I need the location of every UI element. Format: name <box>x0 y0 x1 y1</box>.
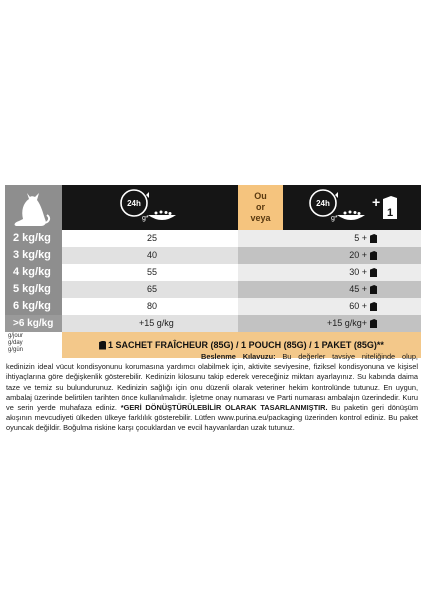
pouch-icon <box>370 251 377 260</box>
pouch-count: 1 <box>387 207 394 219</box>
sachet-text: 1 SACHET FRAÎCHEUR (85G) / 1 POUCH (85G) / 1 PAKET (85G)** <box>108 340 384 350</box>
dry-food-header <box>62 185 238 230</box>
recycle-body: Bu paketin geri dönüşüm akışının mevcudiyeti ülkeden ülkeye farklılık gösterebilir. Lütfen www.purina.eu/packaging üzerinden kontrol ediniz. Bu paket oyuncak değildir. Boğulma riskine karşı çocuklardan ve evcil hayvanlardan uzak tutunuz. <box>6 403 418 433</box>
wet-amount: +15 g/kg+ <box>326 318 367 328</box>
weight-cell: >6 kg/kg <box>5 315 62 332</box>
wet-amount: 60 + <box>349 301 367 311</box>
svg-text:24h: 24h <box>316 199 330 208</box>
recycle-note: *GERİ DÖNÜŞTÜRÜLEBİLİR OLARAK TASARLANMIŞTIR. <box>120 403 328 413</box>
wet-amount: 45 + <box>349 284 367 294</box>
dry-amount: 25 <box>147 233 158 243</box>
guide-title: Beslenme Kılavuzu: <box>201 352 276 361</box>
guide-body: Bu değerler tavsiye niteliğinde olup, kedinizin ideal vücut kondisyonunu korumasına yardımcı olabilmek için, aktivite seviyesine, fiziksel kondisyonuna ve kişisel ihtiyaçlarına göre değişkenlik gösterebilir. Kedinizin kilosunu takip ederek vereceğiniz miktarı ayarlayınız. Su kabında daima taze ve temiz su bulundurunuz. Kedinizin sağlığı için onu düzenli olarak veteriner hekim kontrolünde tutunuz. En uygun, ambalaj üzerinde belirtilen tarihten önce kullanılmalıdır. İşletme onay numarası ve Parti numarası ambalajın üzerindedir. Kuru ve serin yerde muhafaza ediniz. <box>6 352 418 413</box>
wet-amount: 5 + <box>354 233 367 243</box>
table-row <box>5 315 421 332</box>
dry-unit: g* <box>142 215 149 222</box>
or-en: or <box>256 202 265 212</box>
dry-amount: 80 <box>147 301 158 311</box>
units-label: g/jour g/day g/gün <box>5 332 62 358</box>
table-row <box>5 298 421 315</box>
table-header <box>5 185 421 230</box>
dry-amount: 55 <box>147 267 158 277</box>
pouch-icon <box>370 285 377 294</box>
pouch-icon <box>370 268 377 277</box>
cat-icon <box>5 185 62 230</box>
or-label <box>238 185 283 230</box>
wet-unit: g* <box>331 215 338 222</box>
weight-cell: 5 kg/kg <box>5 281 62 298</box>
pouch-icon <box>370 302 377 311</box>
dry-amount: 40 <box>147 250 158 260</box>
cat-icon-cell <box>5 185 62 230</box>
dry-amount: +15 g/kg <box>139 318 174 328</box>
or-tr: veya <box>250 213 271 223</box>
dry-amount: 65 <box>147 284 158 294</box>
or-fr: Ou <box>254 191 267 201</box>
wet-amount: 20 + <box>349 250 367 260</box>
hours-label: 24h <box>127 199 141 208</box>
plus-sign: + <box>372 194 381 210</box>
clock-bowl-icon <box>62 185 238 230</box>
guide-paragraph <box>6 352 418 434</box>
weight-cell: 6 kg/kg <box>5 298 62 315</box>
clock-bowl-pouch-icon <box>283 185 421 230</box>
feeding-table <box>5 185 421 358</box>
feeding-guide-text <box>6 352 418 434</box>
wet-amount: 30 + <box>349 267 367 277</box>
wet-food-header <box>283 185 421 230</box>
weight-cell: 3 kg/kg <box>5 247 62 264</box>
weight-cell: 2 kg/kg <box>5 230 62 247</box>
table-row <box>5 247 421 264</box>
table-row <box>5 264 421 281</box>
pouch-icon <box>370 319 377 328</box>
pouch-icon <box>370 234 377 243</box>
table-row <box>5 230 421 247</box>
table-row <box>5 281 421 298</box>
pouch-icon <box>99 341 106 350</box>
weight-cell: 4 kg/kg <box>5 264 62 281</box>
